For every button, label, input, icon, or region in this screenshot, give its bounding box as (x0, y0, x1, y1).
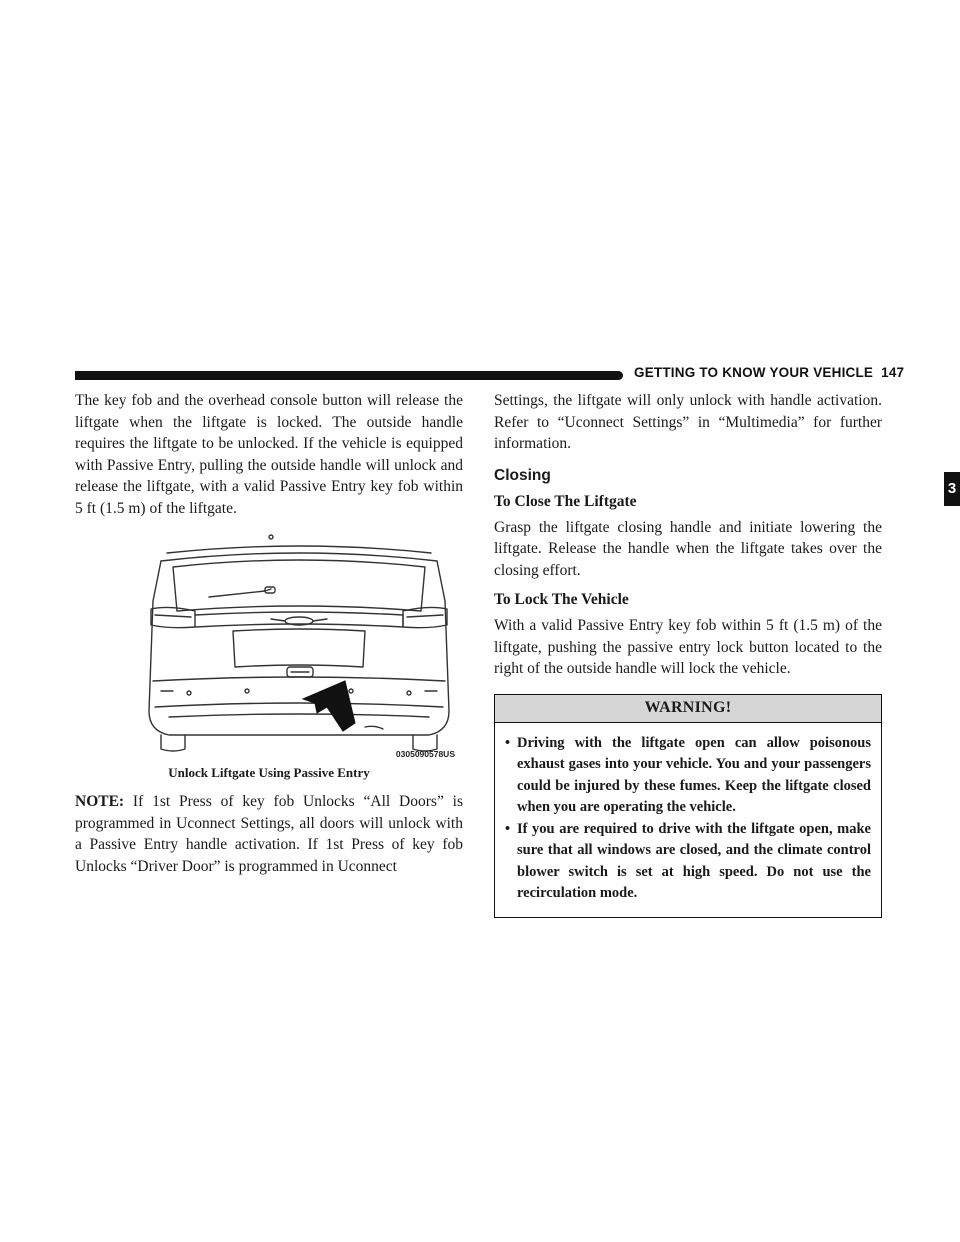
warning-item-text: If you are required to drive with the liftgate open, make sure that all windows are closed, and the climate control blower switch is set at high speed. Do not use the recirculation mode. (517, 820, 871, 901)
figure-caption: Unlock Liftgate Using Passive Entry (168, 765, 370, 780)
continued-paragraph: Settings, the liftgate will only unlock with handle activation. Refer to “Uconnect Settings” in “Multimedia” for further information. (494, 392, 882, 452)
header-rule (75, 371, 623, 380)
warning-item-text: Driving with the liftgate open can allow poisonous exhaust gases into your vehicle. You and your passengers could be injured by these fumes. Keep the liftgate closed when you are operating the vehicle. (517, 734, 871, 815)
chapter-tab: 3 (944, 472, 960, 506)
close-paragraph: Grasp the liftgate closing handle and initiate lowering the liftgate. Release the handle when the liftgate takes over the closing effort. (494, 518, 882, 579)
header-title: GETTING TO KNOW YOUR VEHICLE (634, 365, 874, 380)
lock-heading: To Lock The Vehicle (494, 591, 629, 608)
lock-paragraph: With a valid Passive Entry key fob within 5 ft (1.5 m) of the liftgate, pushing the passive entry lock button located to the right of the outside handle will lock the vehicle. (494, 617, 882, 677)
warning-item (505, 733, 871, 819)
note-text: If 1st Press of key fob Unlocks “All Doors” is programmed in Uconnect Settings, all doors will unlock with a Passive Entry handle activation. If 1st Press of key fob Unlocks “Driver Door” is programmed in Uconnect (75, 793, 463, 875)
right-column (494, 390, 882, 918)
bullet-icon: • (505, 734, 511, 751)
note-paragraph (75, 791, 463, 877)
left-column (75, 390, 463, 877)
warning-item (505, 819, 871, 905)
note-label: NOTE: (75, 793, 125, 810)
intro-paragraph: The key fob and the overhead console button will release the liftgate when the liftgate is locked. The outside handle requires the liftgate to be unlocked. If the vehicle is equipped with Passive Entry, pulling the outside handle will unlock and release the liftgate, with a valid Passive Entry key fob within 5 ft (1.5 m) of the liftgate. (75, 392, 463, 517)
section-title: Closing (494, 466, 551, 484)
warning-list (495, 723, 881, 917)
close-heading: To Close The Liftgate (494, 492, 637, 510)
running-header (634, 365, 904, 380)
bullet-icon: • (505, 820, 511, 837)
liftgate-figure (139, 531, 459, 761)
figure-code: 0305090578US (395, 749, 455, 759)
minivan-rear-illustration (139, 531, 459, 761)
warning-title: WARNING! (495, 695, 881, 723)
warning-box (494, 694, 882, 918)
arrow-icon (303, 681, 355, 731)
page-number: 147 (881, 365, 905, 380)
